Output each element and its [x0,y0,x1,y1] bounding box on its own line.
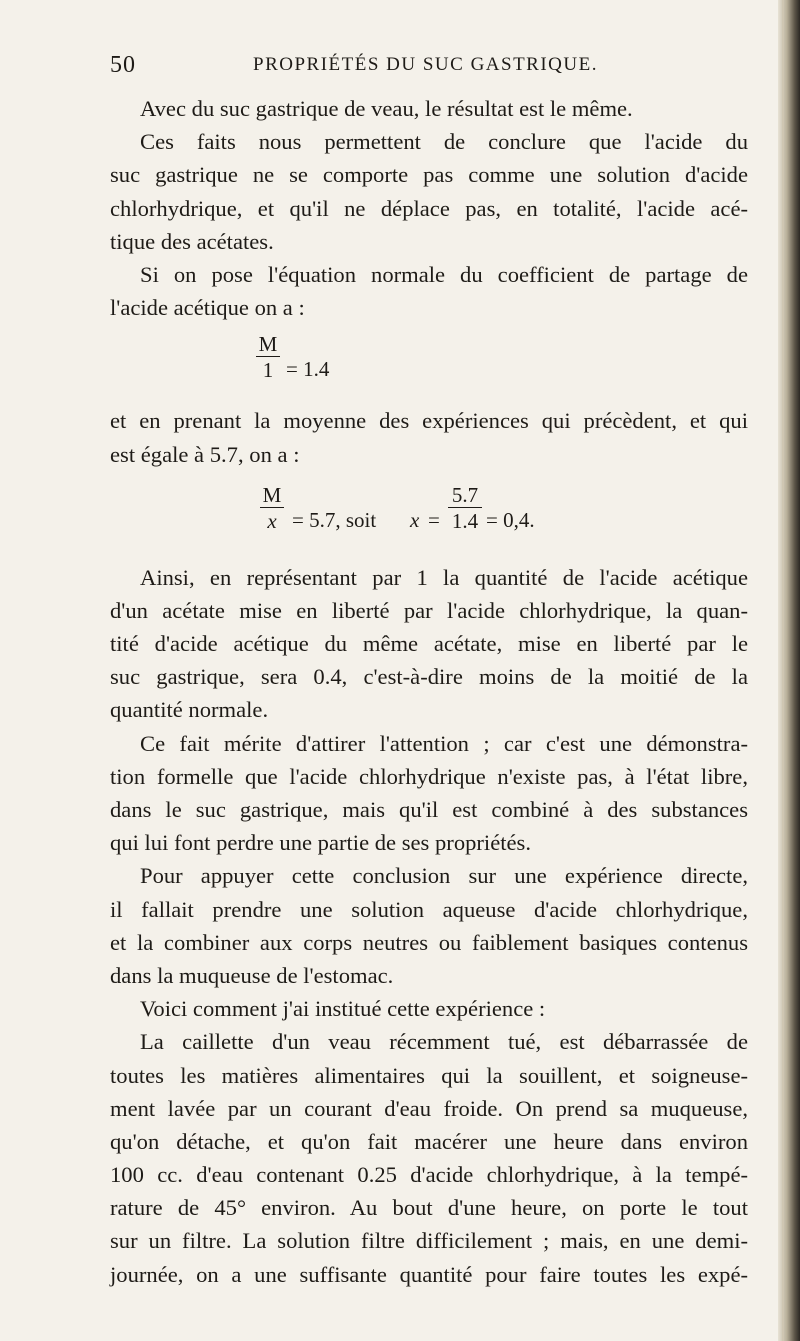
text-line: Voici comment j'ai institué cette expérience : [140,996,546,1022]
text-line: il fallait prendre une solution aqueuse d'acide chlorhydrique, [110,896,748,922]
text-line: qui lui font perdre une partie de ses propriétés. [110,830,531,856]
text-line: suc gastrique ne se comporte pas comme une solution d'acide [110,162,748,188]
fraction-bar [448,507,482,508]
text-line: Ce fait mérite d'attirer l'attention ; car c'est une démonstra- [140,730,748,756]
text-line: dans le suc gastrique, mais qu'il est combiné à des substances [110,797,748,822]
text-line: sur un filtre. La solution filtre difficilement ; mais, en une demi- [110,1228,748,1254]
text-line: qu'on détache, et qu'on fait macérer une heure dans environ [110,1128,748,1154]
text-line: l'acide acétique on a : [110,295,305,321]
page-header [110,52,750,82]
fraction-m-over-1 [256,334,280,381]
page-edge-shadow [778,0,800,1341]
fraction-m-over-x [260,482,284,533]
fraction-bar [256,356,280,357]
text-line: quantité normale. [110,697,269,723]
text-line: chlorhydrique, et qu'il ne déplace pas, en totalité, l'acide acé- [110,195,748,221]
body-text [110,92,748,1291]
text-line: 100 cc. d'eau contenant 0.25 d'acide chlorhydrique, à la tempé- [110,1162,748,1188]
text-line: toutes les matières alimentaires qui la souillent, et soigneuse- [110,1062,748,1088]
equation-result [260,471,748,561]
text-line: suc gastrique, sera 0.4, c'est-à-dire moins de la moitié de la [110,664,748,690]
text-line: tité d'acide acétique du même acétate, mise en liberté par le [110,631,748,657]
text-line: d'un acétate mise en liberté par l'acide chlorhydrique, la quan- [110,597,748,623]
equation-rhs: = 1.4 [286,357,330,382]
running-head: PROPRIÉTÉS DU SUC GASTRIQUE. [253,54,598,75]
denominator: x [267,508,277,533]
text-line: La caillette d'un veau récemment tué, est débarrassée de [140,1029,748,1055]
page-number: 50 [110,52,136,78]
equation-coefficient [256,324,748,404]
numerator: 5.7 [451,482,479,507]
numerator: M [262,482,282,507]
text-line: tion formelle que l'acide chlorhydrique n'existe pas, à l'état libre, [110,763,748,789]
text-line: rature de 45° environ. Au bout d'une heure, on porte le tout [110,1195,748,1221]
denominator: 1 [262,358,274,383]
text-line: et la combiner aux corps neutres ou faiblement basiques contenus [110,929,748,955]
numerator: M [258,332,278,357]
text-line: ment lavée par un courant d'eau froide. On prend sa muqueuse, [110,1095,748,1121]
text-line: est égale à 5.7, on a : [110,441,300,467]
fraction-57-over-14 [448,482,482,533]
equation-equals: = [428,507,440,532]
fraction-bar [260,507,284,508]
text-line: Ainsi, en représentant par 1 la quantité de l'acide acétique [140,564,748,590]
text-line: dans la muqueuse de l'estomac. [110,962,394,988]
text-line: Pour appuyer cette conclusion sur une expérience directe, [140,863,748,889]
equation-variable: x [410,507,420,532]
text-line: tique des acétates. [110,228,274,254]
text-line: Avec du suc gastrique de veau, le résultat est le même. [140,96,633,121]
denominator: 1.4 [451,508,479,533]
equation-middle: = 5.7, soit [292,507,377,532]
text-line: Si on pose l'équation normale du coefficient de partage de [140,261,748,287]
text-line: et en prenant la moyenne des expériences qui précèdent, et qui [110,408,748,434]
equation-rhs: = 0,4. [486,507,535,532]
text-line: journée, on a une suffisante quantité pour faire toutes les expé- [110,1261,748,1287]
text-line: Ces faits nous permettent de conclure que l'acide du [140,129,748,155]
